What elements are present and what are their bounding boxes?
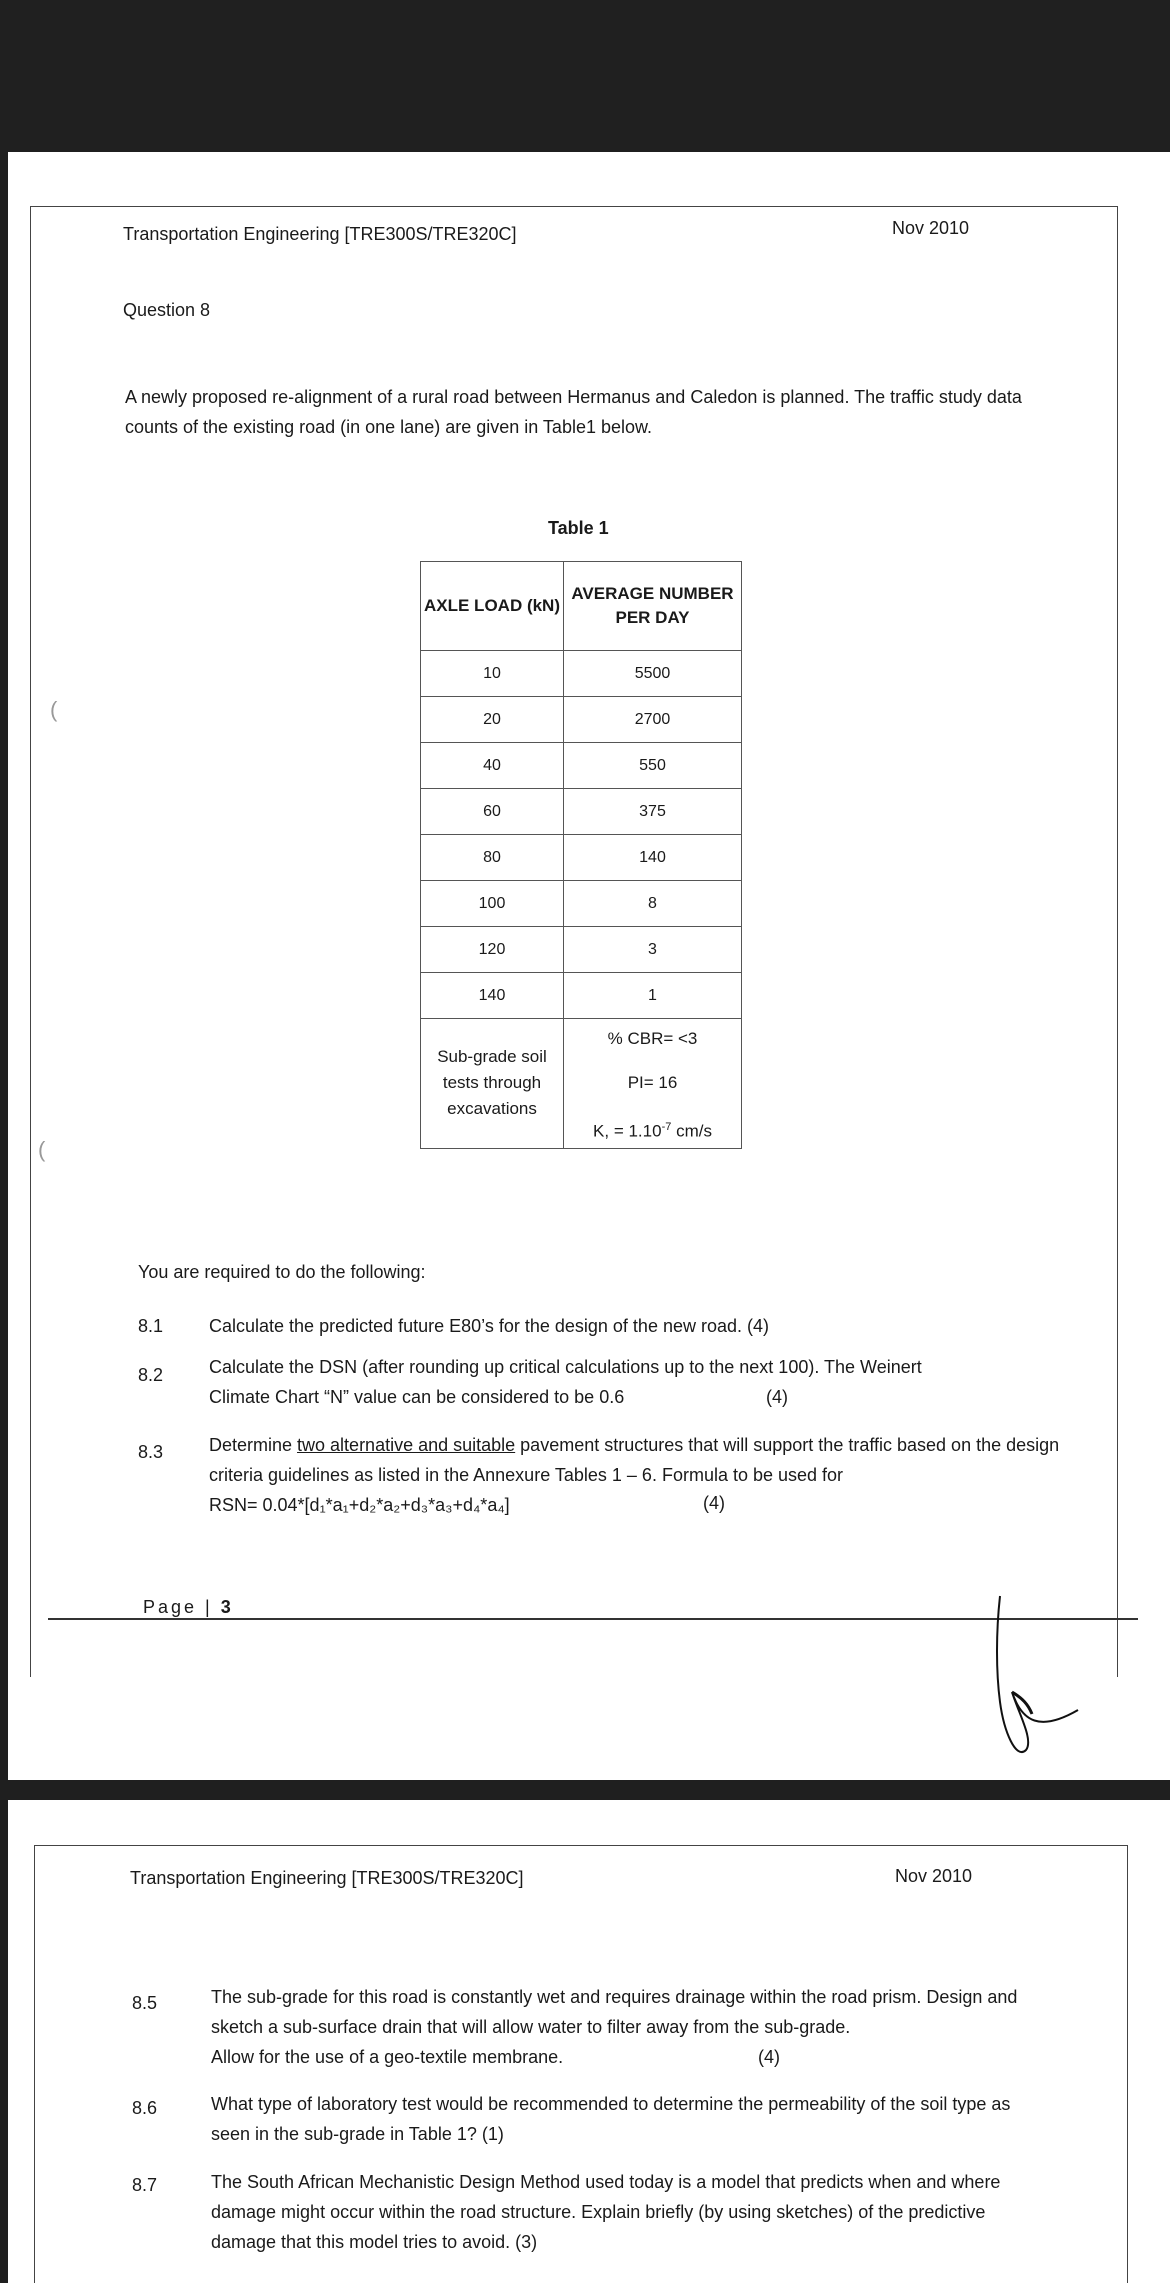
q81-number: 8.1 — [138, 1316, 164, 1336]
q83-mark: (4) — [703, 1493, 725, 1513]
handwritten-signature — [988, 1592, 1098, 1767]
axle-load-cell: 140 — [421, 973, 564, 1019]
q87-number: 8.7 — [132, 2175, 158, 2195]
q83-text-post: pavement structures that will support the traffic based on the design criteria guidelines as listed in the Annexure Tables 1 – 6. Formula to be used for — [209, 1435, 1060, 1485]
axle-load-cell: 60 — [421, 789, 564, 835]
document-page-2 — [8, 1800, 1170, 2283]
pi-value: PI= 16 — [627, 1073, 678, 1092]
q85-text-main: The sub-grade for this road is constantly wet and requires drainage within the road prism. Design and sketch a sub-surface drain that will allow water to filter away from the sub-grade. — [211, 1987, 1018, 2037]
count-cell: 5500 — [564, 651, 742, 697]
soil-tests-row — [421, 1019, 742, 1149]
col-header-axle-load: AXLE LOAD (kN) — [421, 562, 564, 651]
axle-load-table — [420, 561, 742, 1149]
count-cell: 140 — [564, 835, 742, 881]
viewer-top-bar — [0, 0, 1170, 150]
q82-line2: Climate Chart “N” value can be considered to be 0.6 — [209, 1387, 625, 1407]
table-header-row — [421, 562, 742, 651]
footer-rule — [48, 1618, 1138, 1620]
table-row — [421, 835, 742, 881]
table-row — [421, 789, 742, 835]
table-caption: Table 1 — [548, 518, 609, 538]
q83-text — [209, 1430, 1069, 1520]
table-row — [421, 881, 742, 927]
q85-text-line3: Allow for the use of a geo-textile membrane. — [211, 2047, 564, 2067]
q82-line1: Calculate the DSN (after rounding up critical calculations up to the next 100). The Weinert — [209, 1357, 922, 1377]
table-row — [421, 973, 742, 1019]
scan-mark: ( — [50, 697, 58, 722]
axle-load-cell: 20 — [421, 697, 564, 743]
document-page-1 — [8, 152, 1170, 1780]
axle-load-cell: 100 — [421, 881, 564, 927]
q85-number: 8.5 — [132, 1993, 158, 2013]
permeability-value — [565, 1112, 740, 1147]
exam-date: Nov 2010 — [895, 1866, 973, 1886]
cbr-value: % CBR= <3 — [607, 1029, 698, 1048]
course-title: Transportation Engineering [TRE300S/TRE320C] — [123, 224, 517, 244]
count-cell: 8 — [564, 881, 742, 927]
table-row — [421, 927, 742, 973]
k-prefix: K, = 1.10 — [593, 1121, 662, 1141]
q83-text-underlined: two alternative and suitable — [297, 1435, 516, 1455]
page-number: 3 — [220, 1597, 231, 1617]
count-cell: 3 — [564, 927, 742, 973]
q82-number: 8.2 — [138, 1365, 164, 1385]
count-cell: 375 — [564, 789, 742, 835]
table-row — [421, 743, 742, 789]
question-title: Question 8 — [123, 300, 211, 320]
axle-load-cell: 80 — [421, 835, 564, 881]
k-unit: cm/s — [671, 1121, 712, 1141]
table-row — [421, 651, 742, 697]
k-exponent: -7 — [661, 1121, 672, 1133]
q85-mark: (4) — [758, 2047, 780, 2067]
scan-mark: ( — [38, 1137, 46, 1162]
q85-text — [211, 1982, 1051, 2072]
q83-text-pre: Determine — [209, 1435, 298, 1455]
q86-number: 8.6 — [132, 2098, 158, 2118]
q82-mark: (4) — [766, 1387, 788, 1407]
q87-text: The South African Mechanistic Design Method used today is a model that predicts when and where damage might occur within the road structure. Explain briefly (by using sketches) of the predictive damage that this model tries to avoid. (3) — [211, 2172, 1001, 2252]
q82-text — [209, 1352, 1079, 1412]
count-cell: 550 — [564, 743, 742, 789]
rsn-formula: RSN= 0.04*[d₁*a₁+d₂*a₂+d₃*a₃+d₄*a₄] — [209, 1495, 510, 1515]
count-cell: 2700 — [564, 697, 742, 743]
axle-load-cell: 120 — [421, 927, 564, 973]
table-row — [421, 697, 742, 743]
q81-text: Calculate the predicted future E80’s for the design of the new road. (4) — [209, 1316, 770, 1336]
axle-load-cell: 10 — [421, 651, 564, 697]
page-label: Page — [143, 1597, 198, 1617]
axle-load-cell: 40 — [421, 743, 564, 789]
soil-test-values — [564, 1019, 742, 1149]
required-heading: You are required to do the following: — [138, 1262, 426, 1282]
q83-number: 8.3 — [138, 1442, 164, 1462]
course-title: Transportation Engineering [TRE300S/TRE320C] — [130, 1868, 524, 1888]
intro-paragraph: A newly proposed re-alignment of a rural road between Hermanus and Caledon is planned. The traffic study data counts of the existing road (in one lane) are given in Table1 below. — [125, 387, 1022, 437]
page-footer: Page | 3 — [143, 1597, 231, 1617]
exam-date: Nov 2010 — [892, 218, 970, 238]
q86-text: What type of laboratory test would be recommended to determine the permeability of the soil type as seen in the sub-grade in Table 1? (1) — [211, 2094, 1011, 2144]
soil-tests-label: Sub-grade soil tests through excavations — [421, 1019, 564, 1149]
col-header-average-number: AVERAGE NUMBER PER DAY — [564, 562, 742, 651]
count-cell: 1 — [564, 973, 742, 1019]
